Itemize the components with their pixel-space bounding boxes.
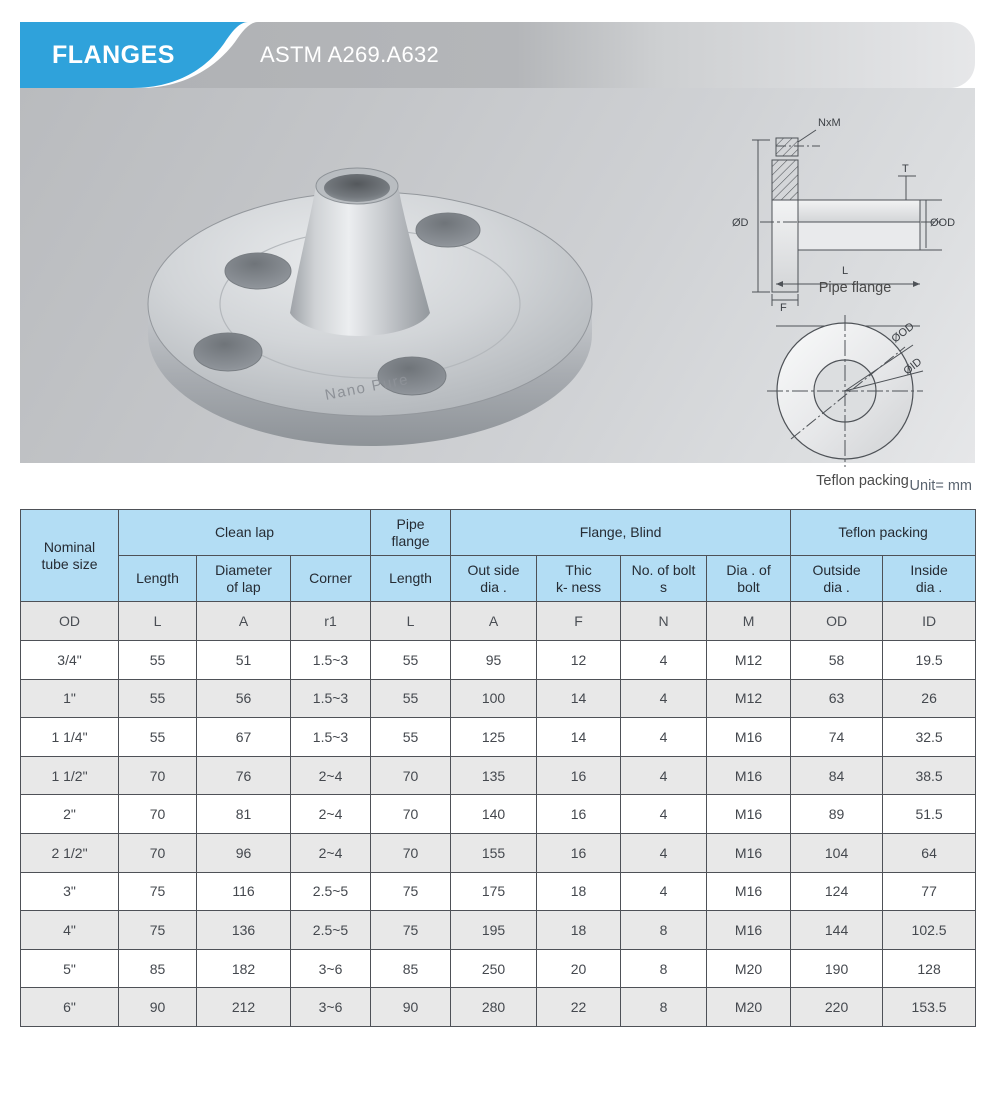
- table-cell: M16: [707, 718, 791, 757]
- label-od: ØOD: [930, 217, 956, 229]
- table-cell: 95: [451, 641, 537, 680]
- table-cell: 2~4: [291, 833, 371, 872]
- flange-plate: [772, 200, 798, 292]
- subheader-clean-lap-length: Length: [119, 556, 197, 602]
- table-cell: 85: [119, 949, 197, 988]
- table-cell: 136: [197, 911, 291, 950]
- table-row: [21, 795, 976, 834]
- table-cell: 55: [371, 718, 451, 757]
- symbol-cell: OD: [791, 602, 883, 641]
- table-cell: 26: [883, 679, 976, 718]
- table-cell: 51: [197, 641, 291, 680]
- table-cell: 51.5: [883, 795, 976, 834]
- symbol-cell: L: [371, 602, 451, 641]
- nxm-leader: [798, 130, 816, 142]
- table-cell: 55: [119, 641, 197, 680]
- table-cell: 8: [621, 949, 707, 988]
- table-cell: 102.5: [883, 911, 976, 950]
- table-cell: 90: [119, 988, 197, 1027]
- table-cell: M16: [707, 872, 791, 911]
- table-cell: 70: [119, 756, 197, 795]
- symbol-cell: N: [621, 602, 707, 641]
- table-cell: M20: [707, 988, 791, 1027]
- table-cell: 38.5: [883, 756, 976, 795]
- subheader-dia-of-bolt: Dia . of bolt: [707, 556, 791, 602]
- table-cell: 70: [371, 756, 451, 795]
- table-cell: 2.5~5: [291, 872, 371, 911]
- table-row: [21, 679, 976, 718]
- table-cell: M16: [707, 833, 791, 872]
- table-cell: 70: [371, 833, 451, 872]
- label-t: T: [902, 163, 909, 175]
- table-cell: 4: [621, 872, 707, 911]
- table-row: [21, 833, 976, 872]
- table-cell: 2~4: [291, 795, 371, 834]
- table-cell: 75: [119, 911, 197, 950]
- label-f: F: [780, 302, 787, 314]
- cell-nominal-size: 2 1/2": [21, 833, 119, 872]
- table-cell: M16: [707, 911, 791, 950]
- table-cell: 75: [371, 911, 451, 950]
- table-cell: 55: [371, 641, 451, 680]
- table-cell: 2~4: [291, 756, 371, 795]
- pipe-flange-drawing: [730, 98, 980, 313]
- table-cell: 14: [537, 718, 621, 757]
- table-cell: 75: [119, 872, 197, 911]
- label-l: L: [842, 265, 849, 277]
- cell-nominal-size: 3": [21, 872, 119, 911]
- symbol-cell: A: [197, 602, 291, 641]
- table-cell: 16: [537, 833, 621, 872]
- label-id: ØID: [901, 355, 925, 378]
- table-cell: 1.5~3: [291, 718, 371, 757]
- header-teflon-packing: Teflon packing: [791, 510, 976, 556]
- table-row: [21, 718, 976, 757]
- table-cell: M12: [707, 679, 791, 718]
- table-cell: 77: [883, 872, 976, 911]
- subheader-no-of-bolts: No. of bolt s: [621, 556, 707, 602]
- table-cell: 125: [451, 718, 537, 757]
- symbol-cell: A: [451, 602, 537, 641]
- teflon-packing-caption: Teflon packing: [816, 473, 909, 489]
- table-cell: 74: [791, 718, 883, 757]
- table-cell: 280: [451, 988, 537, 1027]
- table-cell: 32.5: [883, 718, 976, 757]
- pipe-flange-caption: Pipe flange: [818, 280, 892, 296]
- symbol-cell: L: [119, 602, 197, 641]
- label-d: ØD: [732, 217, 749, 229]
- table-row: [21, 911, 976, 950]
- sub-header-row: [21, 556, 976, 602]
- table-cell: 56: [197, 679, 291, 718]
- pipe-wall-top: [798, 200, 920, 222]
- table-cell: 175: [451, 872, 537, 911]
- subheader-outside-dia: Out side dia .: [451, 556, 537, 602]
- table-cell: 14: [537, 679, 621, 718]
- cell-nominal-size: 5": [21, 949, 119, 988]
- table-cell: 135: [451, 756, 537, 795]
- table-cell: 96: [197, 833, 291, 872]
- table-cell: M20: [707, 949, 791, 988]
- table-cell: 4: [621, 641, 707, 680]
- subheader-diameter-of-lap: Diameter of lap: [197, 556, 291, 602]
- table-cell: 55: [371, 679, 451, 718]
- table-cell: 19.5: [883, 641, 976, 680]
- table-row: [21, 872, 976, 911]
- table-cell: 67: [197, 718, 291, 757]
- table-cell: 3~6: [291, 949, 371, 988]
- table-cell: 8: [621, 911, 707, 950]
- table-cell: 116: [197, 872, 291, 911]
- cell-nominal-size: 1 1/2": [21, 756, 119, 795]
- table-row: [21, 756, 976, 795]
- table-cell: 144: [791, 911, 883, 950]
- table-row: [21, 949, 976, 988]
- header-banner: [20, 22, 975, 88]
- table-cell: 1.5~3: [291, 641, 371, 680]
- cell-nominal-size: 1": [21, 679, 119, 718]
- table-cell: 8: [621, 988, 707, 1027]
- flange-product-photo: [130, 108, 610, 448]
- unit-note: Unit= mm: [909, 478, 972, 494]
- cell-nominal-size: 3/4": [21, 641, 119, 680]
- table-cell: 84: [791, 756, 883, 795]
- table-cell: 104: [791, 833, 883, 872]
- page-title: FLANGES: [52, 40, 175, 69]
- table-head: [21, 510, 976, 602]
- tube-bore: [324, 174, 390, 202]
- header-pipe-flange: Pipe flange: [371, 510, 451, 556]
- table-cell: 81: [197, 795, 291, 834]
- table-cell: 4: [621, 833, 707, 872]
- table-cell: 220: [791, 988, 883, 1027]
- table-cell: 64: [883, 833, 976, 872]
- label-nxm: NxM: [818, 117, 841, 129]
- subheader-packing-inside-dia: Inside dia .: [883, 556, 976, 602]
- table-cell: 55: [119, 679, 197, 718]
- subheader-thickness: Thic k- ness: [537, 556, 621, 602]
- table-cell: 20: [537, 949, 621, 988]
- symbol-row: [21, 602, 976, 641]
- table-cell: 16: [537, 756, 621, 795]
- table-cell: 128: [883, 949, 976, 988]
- table-cell: 58: [791, 641, 883, 680]
- table-cell: 4: [621, 756, 707, 795]
- subheader-pipe-flange-length: Length: [371, 556, 451, 602]
- table-cell: 90: [371, 988, 451, 1027]
- symbol-cell: r1: [291, 602, 371, 641]
- table-cell: 100: [451, 679, 537, 718]
- table-cell: 155: [451, 833, 537, 872]
- cell-nominal-size: 1 1/4": [21, 718, 119, 757]
- table-cell: 63: [791, 679, 883, 718]
- table-cell: M16: [707, 756, 791, 795]
- table-cell: 22: [537, 988, 621, 1027]
- subheader-packing-outside-dia: Outside dia .: [791, 556, 883, 602]
- table-row: [21, 641, 976, 680]
- table-cell: 76: [197, 756, 291, 795]
- table-cell: 70: [119, 833, 197, 872]
- group-header-row: [21, 510, 976, 556]
- table-cell: 195: [451, 911, 537, 950]
- flange-hub-section: [772, 160, 798, 200]
- header-flange-blind: Flange, Blind: [451, 510, 791, 556]
- table-cell: 70: [371, 795, 451, 834]
- subheader-corner: Corner: [291, 556, 371, 602]
- table-cell: 212: [197, 988, 291, 1027]
- table-body: [21, 602, 976, 1027]
- table-cell: 3~6: [291, 988, 371, 1027]
- table-cell: 4: [621, 718, 707, 757]
- table-cell: 2.5~5: [291, 911, 371, 950]
- flange-spec-table: [20, 509, 976, 1027]
- rim-engraving: Nano Pure: [323, 370, 411, 404]
- symbol-cell: F: [537, 602, 621, 641]
- table-cell: M16: [707, 795, 791, 834]
- table-cell: 85: [371, 949, 451, 988]
- symbol-cell: ID: [883, 602, 976, 641]
- table-cell: 55: [119, 718, 197, 757]
- cell-nominal-size: 6": [21, 988, 119, 1027]
- table-cell: 153.5: [883, 988, 976, 1027]
- table-cell: 16: [537, 795, 621, 834]
- bolt-section: [776, 138, 798, 156]
- table-cell: 12: [537, 641, 621, 680]
- table-cell: 4: [621, 795, 707, 834]
- table-cell: 140: [451, 795, 537, 834]
- table-cell: 190: [791, 949, 883, 988]
- header-clean-lap: Clean lap: [119, 510, 371, 556]
- table-cell: 4: [621, 679, 707, 718]
- spec-table-container: [20, 509, 975, 1027]
- table-cell: 18: [537, 872, 621, 911]
- symbol-cell: OD: [21, 602, 119, 641]
- teflon-packing-drawing: [755, 313, 970, 498]
- table-cell: M12: [707, 641, 791, 680]
- table-cell: 124: [791, 872, 883, 911]
- table-cell: 75: [371, 872, 451, 911]
- table-cell: 250: [451, 949, 537, 988]
- label-od: ØOD: [889, 320, 917, 346]
- table-cell: 18: [537, 911, 621, 950]
- table-cell: 1.5~3: [291, 679, 371, 718]
- table-row: [21, 988, 976, 1027]
- standard-label: ASTM A269.A632: [260, 42, 440, 67]
- cell-nominal-size: 4": [21, 911, 119, 950]
- header-nominal-tube-size: Nominal tube size: [21, 510, 119, 602]
- symbol-cell: M: [707, 602, 791, 641]
- table-cell: 182: [197, 949, 291, 988]
- table-cell: 70: [119, 795, 197, 834]
- cell-nominal-size: 2": [21, 795, 119, 834]
- pipe-wall-body: [798, 222, 920, 250]
- table-cell: 89: [791, 795, 883, 834]
